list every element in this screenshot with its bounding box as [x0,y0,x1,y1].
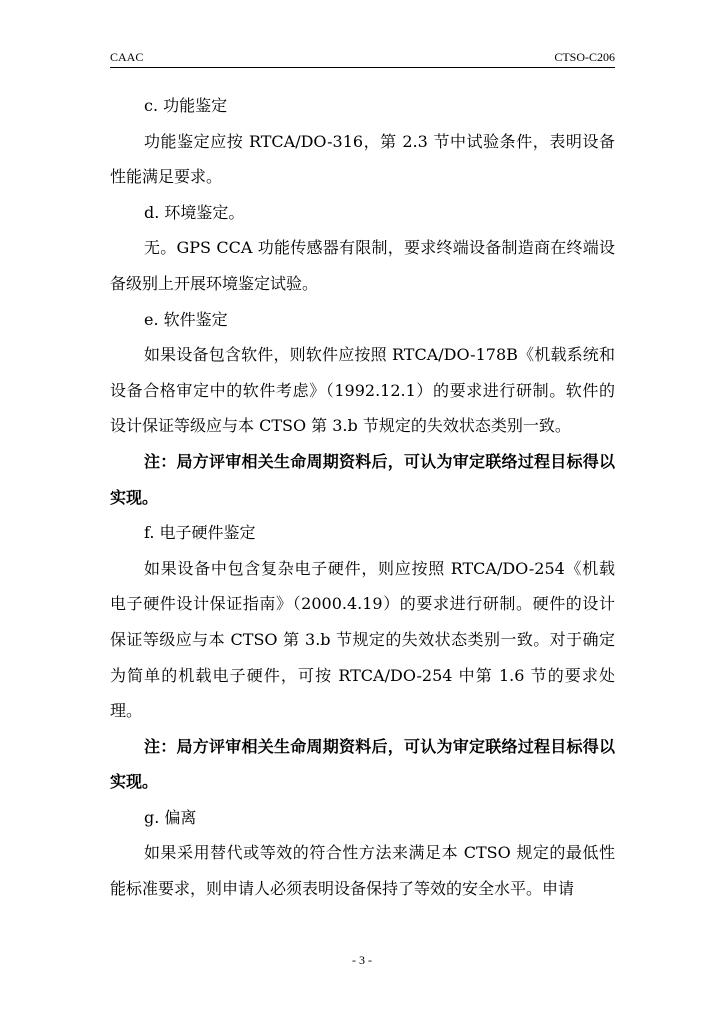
note-hardware: 注：局方评审相关生命周期资料后，可认为审定联络过程目标得以实现。 [110,736,615,792]
section-heading-f: f. 电子硬件鉴定 [144,523,256,543]
paragraph-deviation: 如果采用替代或等效的符合性方法来满足本 CTSO 规定的最低性能标准要求，则申请人必须表明设备保持了等效的安全水平。申请 [110,843,615,899]
note-software: 注：局方评审相关生命周期资料后，可认为审定联络过程目标得以实现。 [110,451,615,507]
section-heading-g: g. 偏离 [144,807,197,827]
paragraph-hardware-qualification: 如果设备中包含复杂电子硬件，则应按照 RTCA/DO-254《机载电子硬件设计保证指南》（2000.4.19）的要求进行研制。硬件的设计保证等级应与本 CTSO 第 3.b 节规定的失效状态类别一致。对于确定为简单的机载电子硬件，可按 RTCA/DO-254 中第 1.6 节的要求处理。 [110,558,615,721]
page-header [110,50,615,67]
paragraph-functional-qualification: 功能鉴定应按 RTCA/DO-316，第 2.3 节中试验条件，表明设备性能满足要求。 [110,131,615,187]
paragraph-software-qualification: 如果设备包含软件，则软件应按照 RTCA/DO-178B《机载系统和设备合格审定中的软件考虑》（1992.12.1）的要求进行研制。软件的设计保证等级应与本 CTSO 第 3.b 节规定的失效状态类别一致。 [110,345,615,436]
section-heading-e: e. 软件鉴定 [144,309,228,329]
header-doc-id: CTSO-C206 [554,50,615,64]
document-body [110,88,615,907]
section-heading-d: d. 环境鉴定。 [144,202,245,222]
section-heading-c: c. 功能鉴定 [144,96,228,115]
header-rule [110,67,615,68]
header-org: CAAC [110,50,144,64]
paragraph-environmental-qualification: 无。GPS CCA 功能传感器有限制，要求终端设备制造商在终端设备级别上开展环境鉴定试验。 [110,238,615,293]
page-number: - 3 - [352,953,372,967]
